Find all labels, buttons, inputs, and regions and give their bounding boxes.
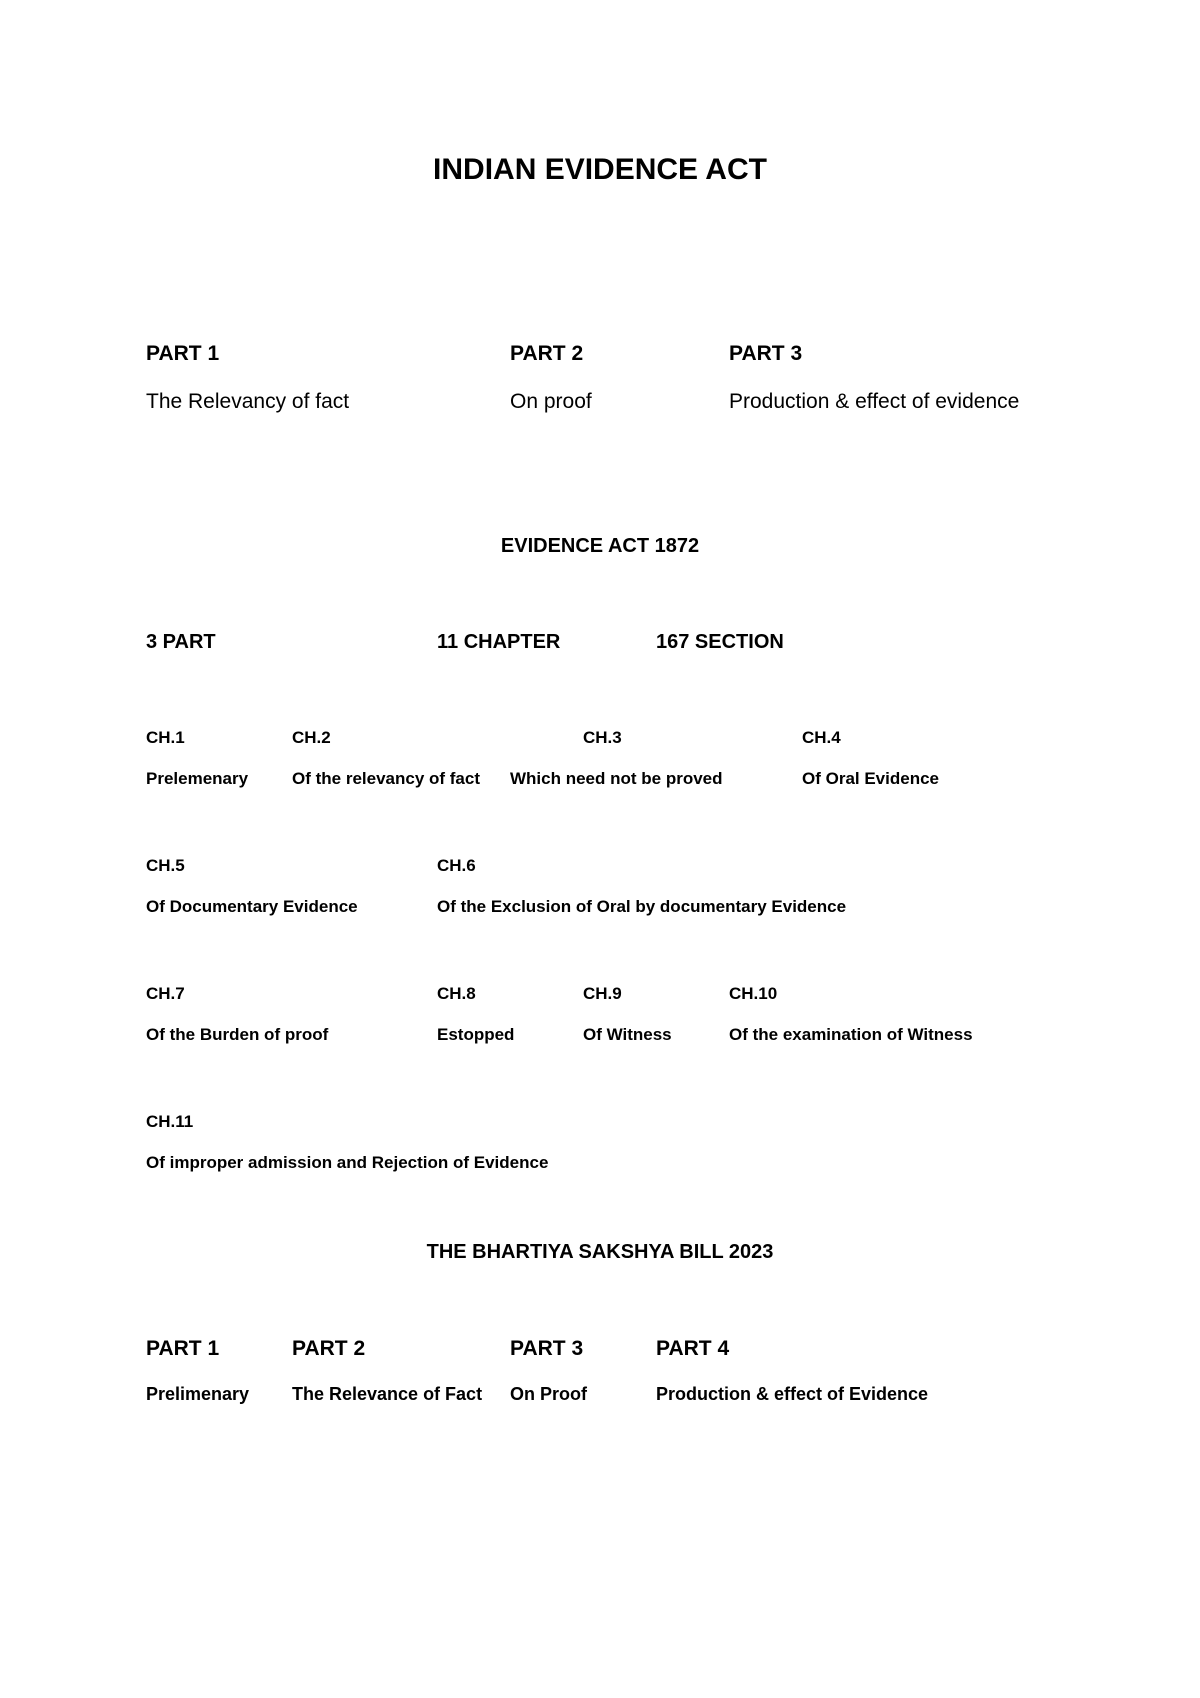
part-1-label: PART 1 bbox=[146, 342, 220, 365]
chapter-9-desc: Of Witness bbox=[583, 1025, 672, 1044]
bill-part-4-label: PART 4 bbox=[656, 1337, 730, 1360]
bill-part-2-label: PART 2 bbox=[292, 1337, 366, 1360]
count-parts: 3 PART bbox=[146, 631, 216, 653]
chapter-7-label: CH.7 bbox=[146, 984, 185, 1003]
chapter-8-label: CH.8 bbox=[437, 984, 476, 1003]
page-title: INDIAN EVIDENCE ACT bbox=[433, 153, 767, 186]
bill-part-2-desc: The Relevance of Fact bbox=[292, 1384, 483, 1404]
chapter-3-desc: Which need not be proved bbox=[510, 769, 723, 788]
chapter-8-desc: Estopped bbox=[437, 1025, 515, 1044]
count-sections: 167 SECTION bbox=[656, 631, 784, 653]
bill-part-4-desc: Production & effect of Evidence bbox=[656, 1384, 929, 1404]
part-2-desc: On proof bbox=[510, 390, 592, 413]
chapter-1-desc: Prelemenary bbox=[146, 769, 249, 788]
chapter-3-label: CH.3 bbox=[583, 728, 622, 747]
chapter-1-label: CH.1 bbox=[146, 728, 185, 747]
bill-2023-heading: THE BHARTIYA SAKSHYA BILL 2023 bbox=[426, 1241, 774, 1263]
bill-part-1-label: PART 1 bbox=[146, 1337, 220, 1360]
act-1872-heading: EVIDENCE ACT 1872 bbox=[500, 535, 700, 557]
chapter-6-desc: Of the Exclusion of Oral by documentary Evidence bbox=[437, 897, 847, 916]
bill-part-1-desc: Prelimenary bbox=[146, 1384, 250, 1404]
chapter-4-desc: Of Oral Evidence bbox=[802, 769, 939, 788]
chapter-10-desc: Of the examination of Witness bbox=[729, 1025, 973, 1044]
chapter-5-label: CH.5 bbox=[146, 856, 185, 875]
bill-part-3-desc: On Proof bbox=[510, 1384, 587, 1404]
part-3-desc: Production & effect of evidence bbox=[729, 390, 1020, 413]
part-1-desc: The Relevancy of fact bbox=[146, 390, 350, 413]
bill-part-3-label: PART 3 bbox=[510, 1337, 584, 1360]
chapter-10-label: CH.10 bbox=[729, 984, 778, 1003]
chapter-7-desc: Of the Burden of proof bbox=[146, 1025, 329, 1044]
part-2-label: PART 2 bbox=[510, 342, 584, 365]
chapter-2-desc: Of the relevancy of fact bbox=[292, 769, 481, 788]
part-3-label: PART 3 bbox=[729, 342, 803, 365]
chapter-11-desc: Of improper admission and Rejection of Evidence bbox=[146, 1153, 549, 1172]
count-chapters: 11 CHAPTER bbox=[437, 631, 561, 653]
chapter-9-label: CH.9 bbox=[583, 984, 622, 1003]
chapter-4-label: CH.4 bbox=[802, 728, 841, 747]
chapter-5-desc: Of Documentary Evidence bbox=[146, 897, 358, 916]
chapter-6-label: CH.6 bbox=[437, 856, 476, 875]
chapter-2-label: CH.2 bbox=[292, 728, 331, 747]
chapter-11-label: CH.11 bbox=[146, 1112, 194, 1131]
